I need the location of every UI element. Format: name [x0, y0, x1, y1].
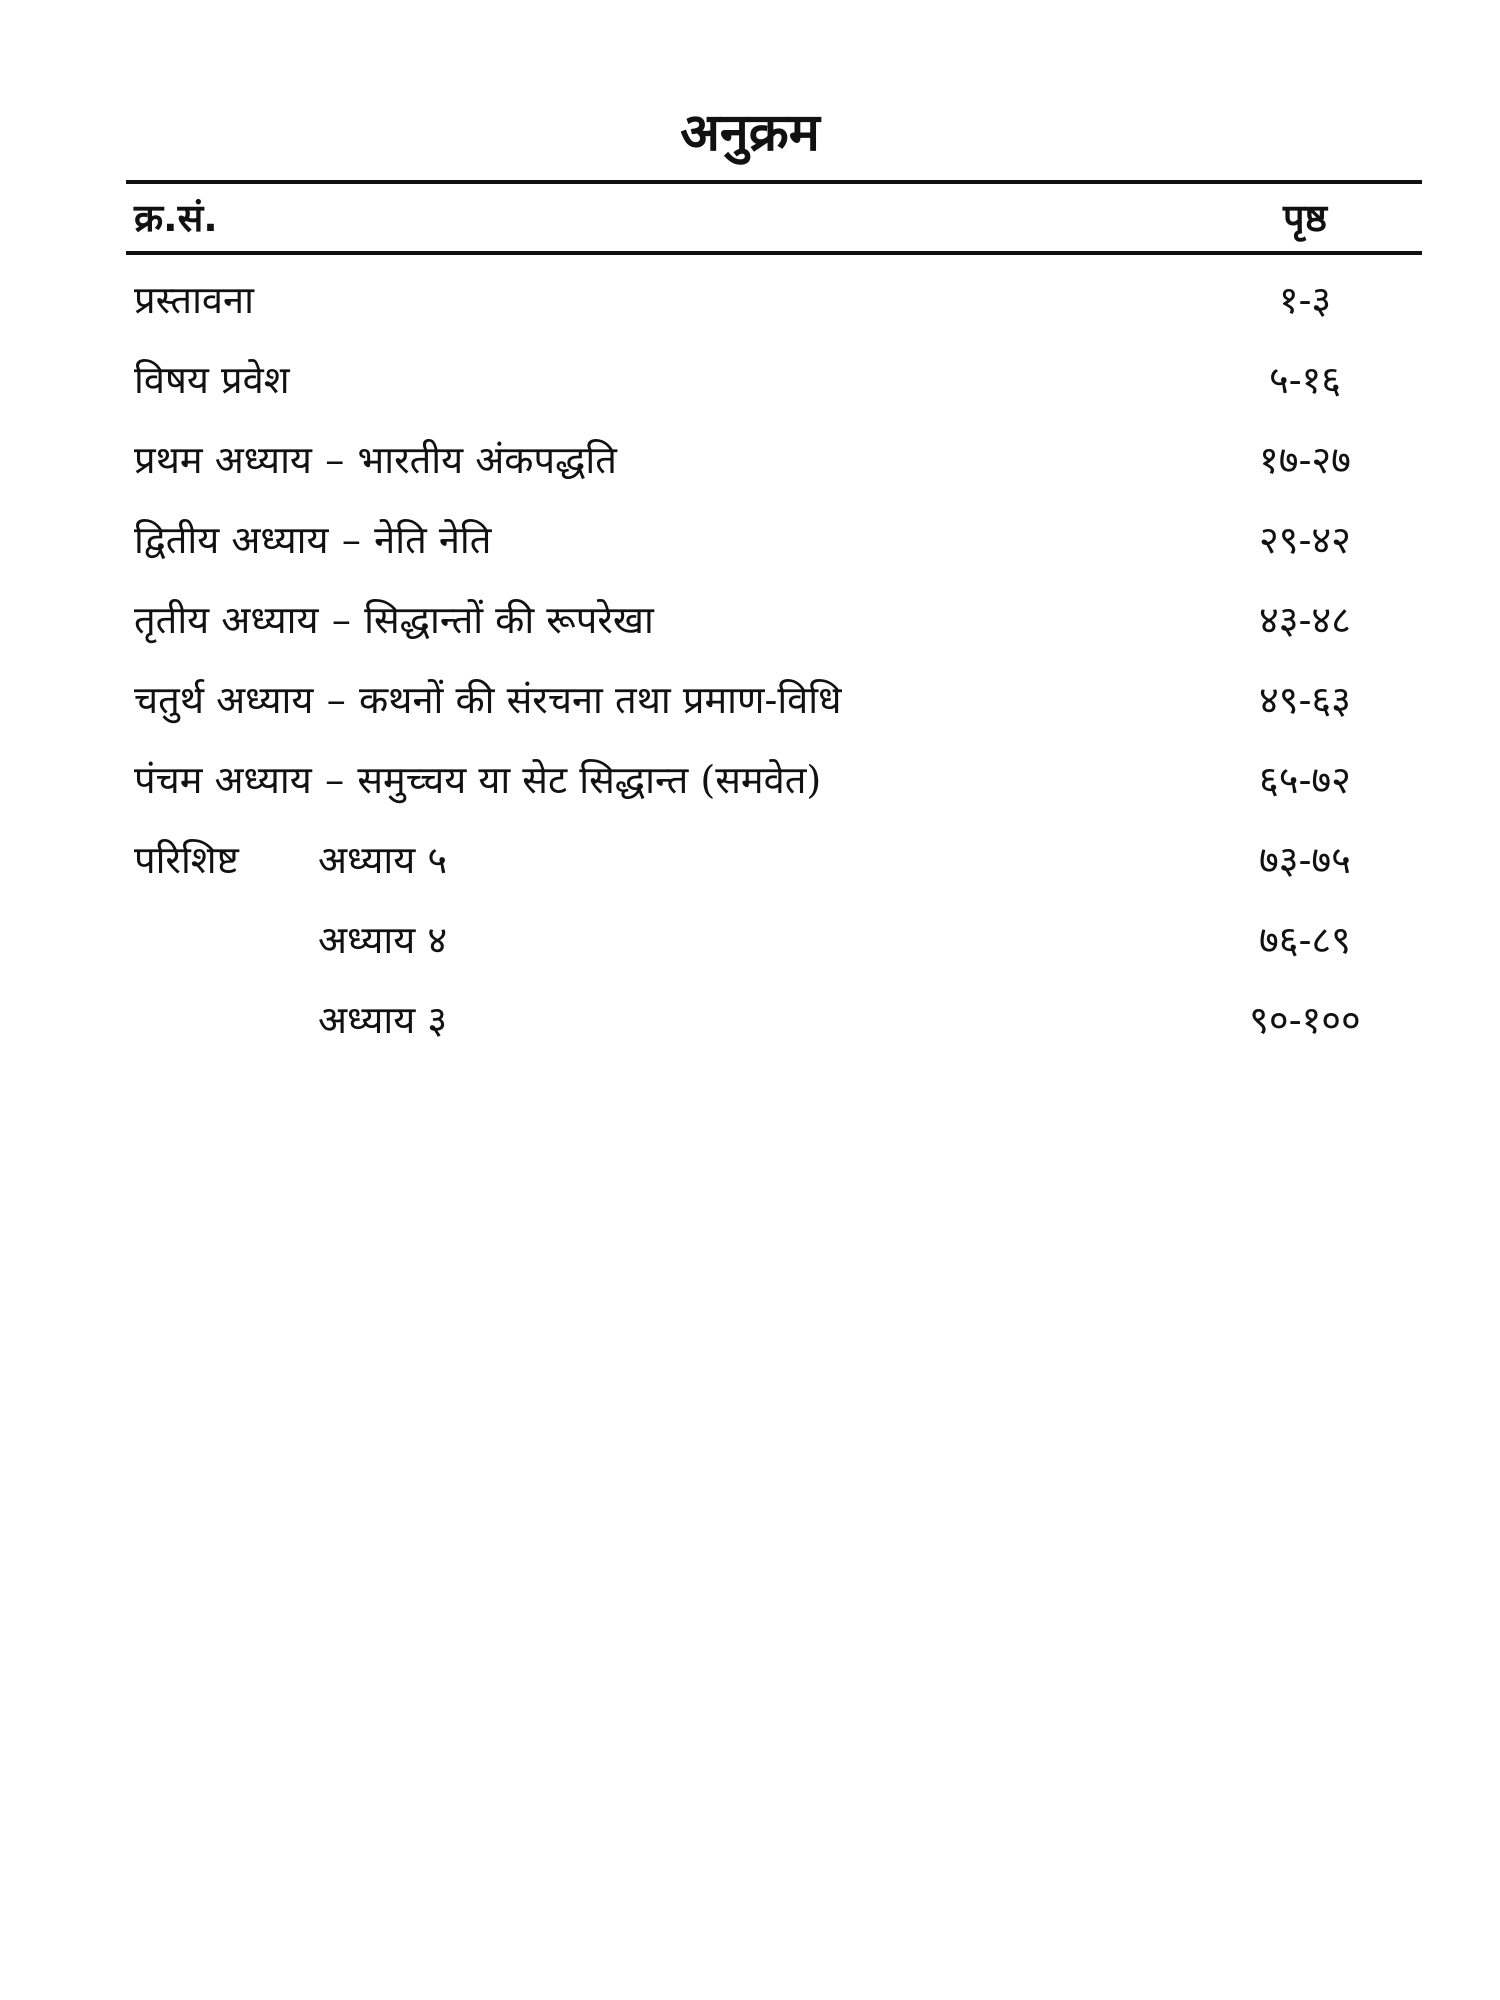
toc-entry-chapter-3	[0, 590, 1500, 650]
page-title: अनुक्रम	[680, 103, 820, 163]
chapter-label: तृतीय अध्याय	[134, 598, 319, 642]
toc-entry-appendix-4	[0, 910, 1500, 970]
chapter-label: प्रथम अध्याय	[134, 438, 312, 482]
chapter-subject: सिद्धान्तों की रूपरेखा	[364, 598, 654, 642]
chapter-subject: कथनों की संरचना तथा प्रमाण-विधि	[359, 678, 842, 722]
toc-entry-title: अध्याय ४	[318, 918, 448, 962]
appendix-label: परिशिष्ट	[134, 838, 239, 882]
toc-entry-title: अध्याय ३	[318, 998, 448, 1042]
chapter-subject: नेति नेति	[374, 518, 492, 562]
toc-entry-pages: २९-४२	[1259, 518, 1351, 562]
toc-entry-pages: ७६-८९	[1259, 918, 1351, 962]
chapter-subject: समुच्चय या सेट सिद्धान्त (समवेत)	[357, 758, 822, 802]
toc-entry-pages: १७-२७	[1259, 438, 1351, 482]
toc-entry-title	[134, 430, 617, 490]
toc-entry-title	[134, 750, 821, 810]
toc-entry-chapter-4	[0, 670, 1500, 730]
chapter-label: द्वितीय अध्याय	[134, 518, 329, 562]
toc-entry-title	[134, 590, 654, 650]
toc-entry-title: प्रस्तावना	[134, 278, 254, 322]
toc-entry-preface	[0, 270, 1500, 330]
toc-entry-appendix-5	[0, 830, 1500, 890]
toc-entry-title: अध्याय ५	[318, 838, 448, 882]
toc-entry-title: विषय प्रवेश	[134, 358, 290, 402]
toc-entry-title	[134, 510, 491, 570]
toc-entry-pages: ५-१६	[1268, 358, 1342, 402]
toc-entry-pages: ७३-७५	[1259, 838, 1351, 882]
dash-separator: –	[325, 758, 345, 802]
dash-separator: –	[325, 438, 345, 482]
dash-separator: –	[341, 518, 361, 562]
dash-separator: –	[326, 678, 346, 722]
chapter-label: चतुर्थ अध्याय	[134, 678, 314, 722]
toc-entry-pages: ६५-७२	[1259, 758, 1351, 802]
page-number-header: पृष्ठ	[1283, 196, 1327, 240]
toc-entry-pages: ४३-४८	[1259, 598, 1351, 642]
toc-entry-introduction	[0, 350, 1500, 410]
chapter-label: पंचम अध्याय	[134, 758, 312, 802]
serial-number-header: क्र.सं.	[134, 196, 218, 240]
toc-entry-pages: १-३	[1278, 278, 1332, 322]
toc-entry-chapter-5	[0, 750, 1500, 810]
chapter-subject: भारतीय अंकपद्धति	[357, 438, 617, 482]
toc-entry-chapter-1	[0, 430, 1500, 490]
toc-entry-pages: ९०-१००	[1249, 998, 1361, 1042]
toc-entry-pages: ४९-६३	[1259, 678, 1351, 722]
toc-entry-title	[134, 670, 842, 730]
toc-entry-chapter-2	[0, 510, 1500, 570]
dash-separator: –	[331, 598, 351, 642]
toc-entry-appendix-3	[0, 990, 1500, 1050]
